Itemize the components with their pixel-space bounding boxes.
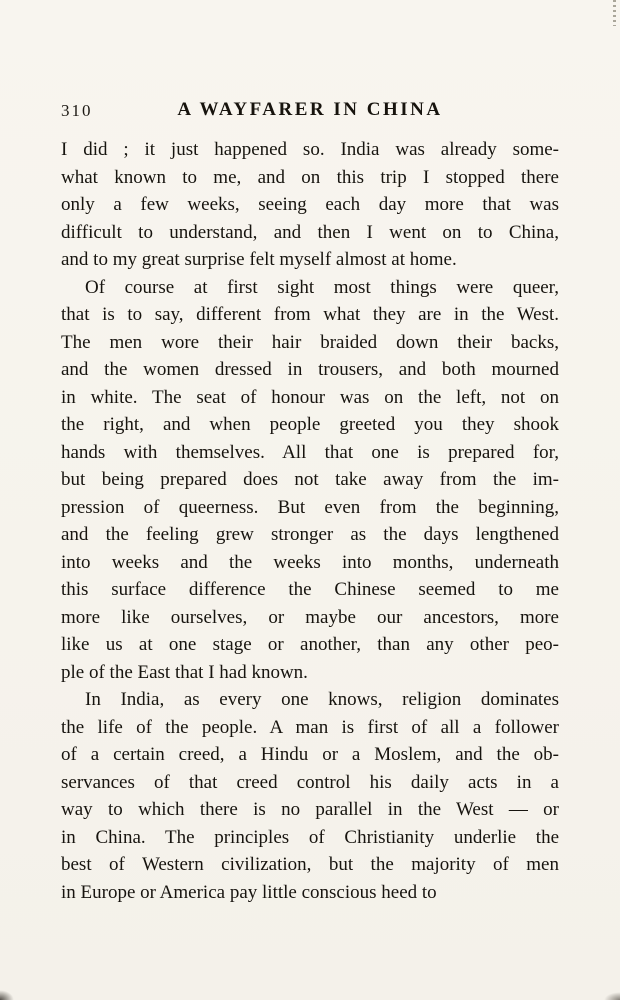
- text-line: ple of the East that I had known.: [61, 661, 308, 683]
- text-line: what known to me, and on this trip I stopped there: [61, 166, 559, 188]
- text-line: best of Western civilization, but the majority of men: [61, 854, 559, 875]
- page-header: [61, 99, 559, 121]
- text-line: this surface difference the Chinese seemed to me: [61, 579, 559, 600]
- page-body: [61, 136, 559, 906]
- text-line: in Europe or America pay little conscious heed to: [61, 881, 437, 903]
- scan-artifact-bottom-left: [0, 990, 14, 1000]
- page-number: 310: [61, 101, 93, 120]
- text-line: hands with themselves. All that one is prepared for,: [61, 441, 559, 463]
- text-line: pression of queerness. But even from the beginning,: [61, 496, 559, 518]
- text-line: In India, as every one knows, religion dominates: [85, 689, 559, 710]
- text-line: more like ourselves, or maybe our ancestors, more: [61, 606, 559, 628]
- text-line: difficult to understand, and then I went on to China,: [61, 221, 559, 243]
- text-line: in China. The principles of Christianity underlie the: [61, 826, 559, 848]
- text-line: that is to say, different from what they are in the West.: [61, 304, 559, 325]
- text-line: the right, and when people greeted you they shook: [61, 414, 559, 435]
- paragraph: [61, 136, 559, 274]
- paragraph: [61, 274, 559, 687]
- text-line: only a few weeks, seeing each day more that was: [61, 194, 559, 215]
- scan-artifact-top-right: [613, 0, 616, 26]
- text-line: The men wore their hair braided down their backs,: [61, 331, 559, 353]
- paragraph: [61, 686, 559, 906]
- text-line: and the feeling grew stronger as the days lengthened: [61, 524, 559, 545]
- text-line: in white. The seat of honour was on the left, not on: [61, 386, 559, 408]
- text-line: but being prepared does not take away from the im-: [61, 469, 559, 490]
- text-line: like us at one stage or another, than any other peo-: [61, 634, 559, 655]
- text-line: servances of that creed control his daily acts in a: [61, 771, 559, 793]
- text-line: and the women dressed in trousers, and both mourned: [61, 359, 559, 380]
- text-line: into weeks and the weeks into months, underneath: [61, 551, 559, 573]
- text-line: Of course at first sight most things were queer,: [85, 276, 559, 298]
- text-line: I did ; it just happened so. India was already some-: [61, 139, 559, 160]
- text-line: of a certain creed, a Hindu or a Moslem, and the ob-: [61, 744, 559, 765]
- text-line: and to my great surprise felt myself almost at home.: [61, 249, 457, 270]
- text-line: way to which there is no parallel in the West — or: [61, 799, 559, 820]
- text-line: the life of the people. A man is first of all a follower: [61, 716, 559, 738]
- scan-artifact-bottom-right: [604, 992, 620, 1000]
- running-title: A WAYFARER IN CHINA: [177, 99, 443, 120]
